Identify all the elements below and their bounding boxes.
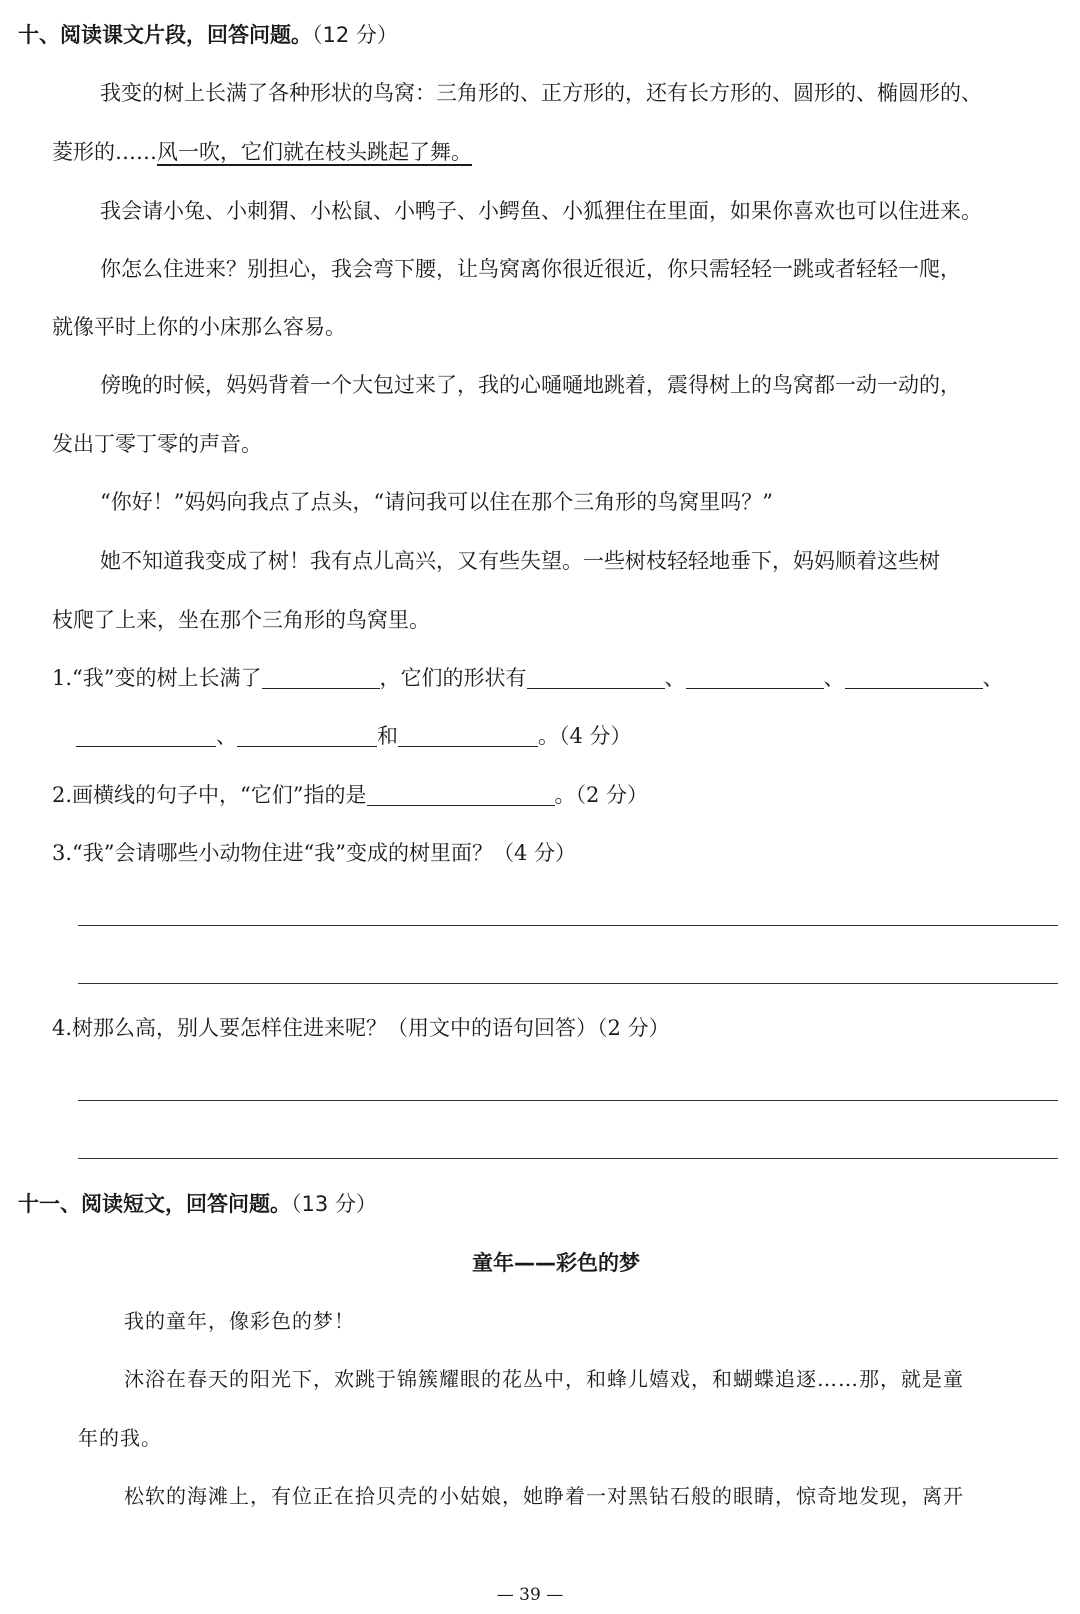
underlined-sentence: 风一吹，它们就在枝头跳起了舞。 [157, 140, 472, 164]
paragraph-2: 我会请小兔、小刺猬、小松鼠、小鸭子、小鳄鱼、小狐狸住在里面，如果你喜欢也可以住进来。 [100, 199, 982, 223]
question-2 [52, 780, 648, 810]
section-10-heading-text: 十、阅读课文片段，回答问题。 [18, 23, 312, 47]
answer-blank[interactable] [845, 666, 983, 689]
question-4: 4.树那么高，别人要怎样住进来呢？（用文中的语句回答）（2 分） [52, 1016, 670, 1040]
question-3: 3.“我”会请哪些小动物住进“我”变成的树里面？（4 分） [52, 841, 577, 865]
section-10-points: （12 分） [312, 23, 398, 47]
separator: 、 [664, 666, 686, 690]
section-11-points: （13 分） [291, 1192, 377, 1216]
story-paragraph-1: 我的童年，像彩色的梦！ [124, 1309, 355, 1333]
question-1-points: 。（4 分） [538, 724, 632, 748]
and-word: 和 [377, 724, 398, 748]
answer-blank[interactable] [398, 724, 538, 747]
story-paragraph-3-line-1: 松软的海滩上，有位正在拾贝壳的小姑娘，她睁着一对黑钻石般的眼睛，惊奇地发现，离开 [124, 1484, 964, 1508]
paragraph-3-line-1: 你怎么住进来？别担心，我会弯下腰，让鸟窝离你很近很近，你只需轻轻一跳或者轻轻一爬， [100, 257, 961, 281]
story-title: 童年——彩色的梦 [472, 1251, 640, 1275]
question-2-prompt: 2.画横线的句子中，“它们”指的是 [52, 783, 367, 807]
question-1-prompt-2: ，它们的形状有 [379, 666, 527, 690]
paragraph-1-line-2 [52, 137, 472, 167]
separator: 、 [823, 666, 845, 690]
section-10-heading [18, 20, 398, 50]
answer-blank[interactable] [76, 724, 216, 747]
paragraph-6-line-1: 她不知道我变成了树！我有点儿高兴，又有些失望。一些树枝轻轻地垂下，妈妈顺着这些树 [100, 549, 940, 573]
answer-blank[interactable] [237, 724, 377, 747]
paragraph-1-line-1: 我变的树上长满了各种形状的鸟窝：三角形的、正方形的，还有长方形的、圆形的、椭圆形的、 [100, 81, 982, 105]
answer-blank[interactable] [367, 783, 555, 806]
separator: 、 [982, 666, 1004, 690]
page-number: — 39 — [496, 1585, 564, 1605]
paragraph-6-line-2: 枝爬了上来，坐在那个三角形的鸟窝里。 [52, 608, 430, 632]
paragraph-4-line-2: 发出丁零丁零的声音。 [52, 432, 262, 456]
answer-line[interactable] [78, 925, 1058, 926]
paragraph-3-line-2: 就像平时上你的小床那么容易。 [52, 315, 346, 339]
question-1-line-1 [52, 663, 1004, 693]
section-11-heading [18, 1189, 377, 1219]
story-paragraph-2-line-2: 年的我。 [78, 1426, 162, 1450]
answer-line[interactable] [78, 1158, 1058, 1159]
paragraph-1-plain: 菱形的…… [52, 140, 157, 164]
paragraph-5: “你好！”妈妈向我点了点头，“请问我可以住在那个三角形的鸟窝里吗？” [100, 490, 773, 514]
story-paragraph-2-line-1: 沐浴在春天的阳光下，欢跳于锦簇耀眼的花丛中，和蜂儿嬉戏，和蝴蝶追逐……那，就是童 [124, 1367, 964, 1391]
answer-blank[interactable] [527, 666, 665, 689]
separator: 、 [216, 724, 237, 748]
section-11-heading-text: 十一、阅读短文，回答问题。 [18, 1192, 291, 1216]
paragraph-4-line-1: 傍晚的时候，妈妈背着一个大包过来了，我的心嗵嗵地跳着，震得树上的鸟窝都一动一动的， [100, 373, 961, 397]
question-2-points: 。（2 分） [554, 783, 649, 807]
question-1-prompt: 1.“我”变的树上长满了 [52, 666, 262, 690]
question-1-line-2 [76, 721, 632, 751]
answer-blank[interactable] [686, 666, 824, 689]
answer-blank[interactable] [262, 666, 380, 689]
answer-line[interactable] [78, 1100, 1058, 1101]
answer-line[interactable] [78, 983, 1058, 984]
